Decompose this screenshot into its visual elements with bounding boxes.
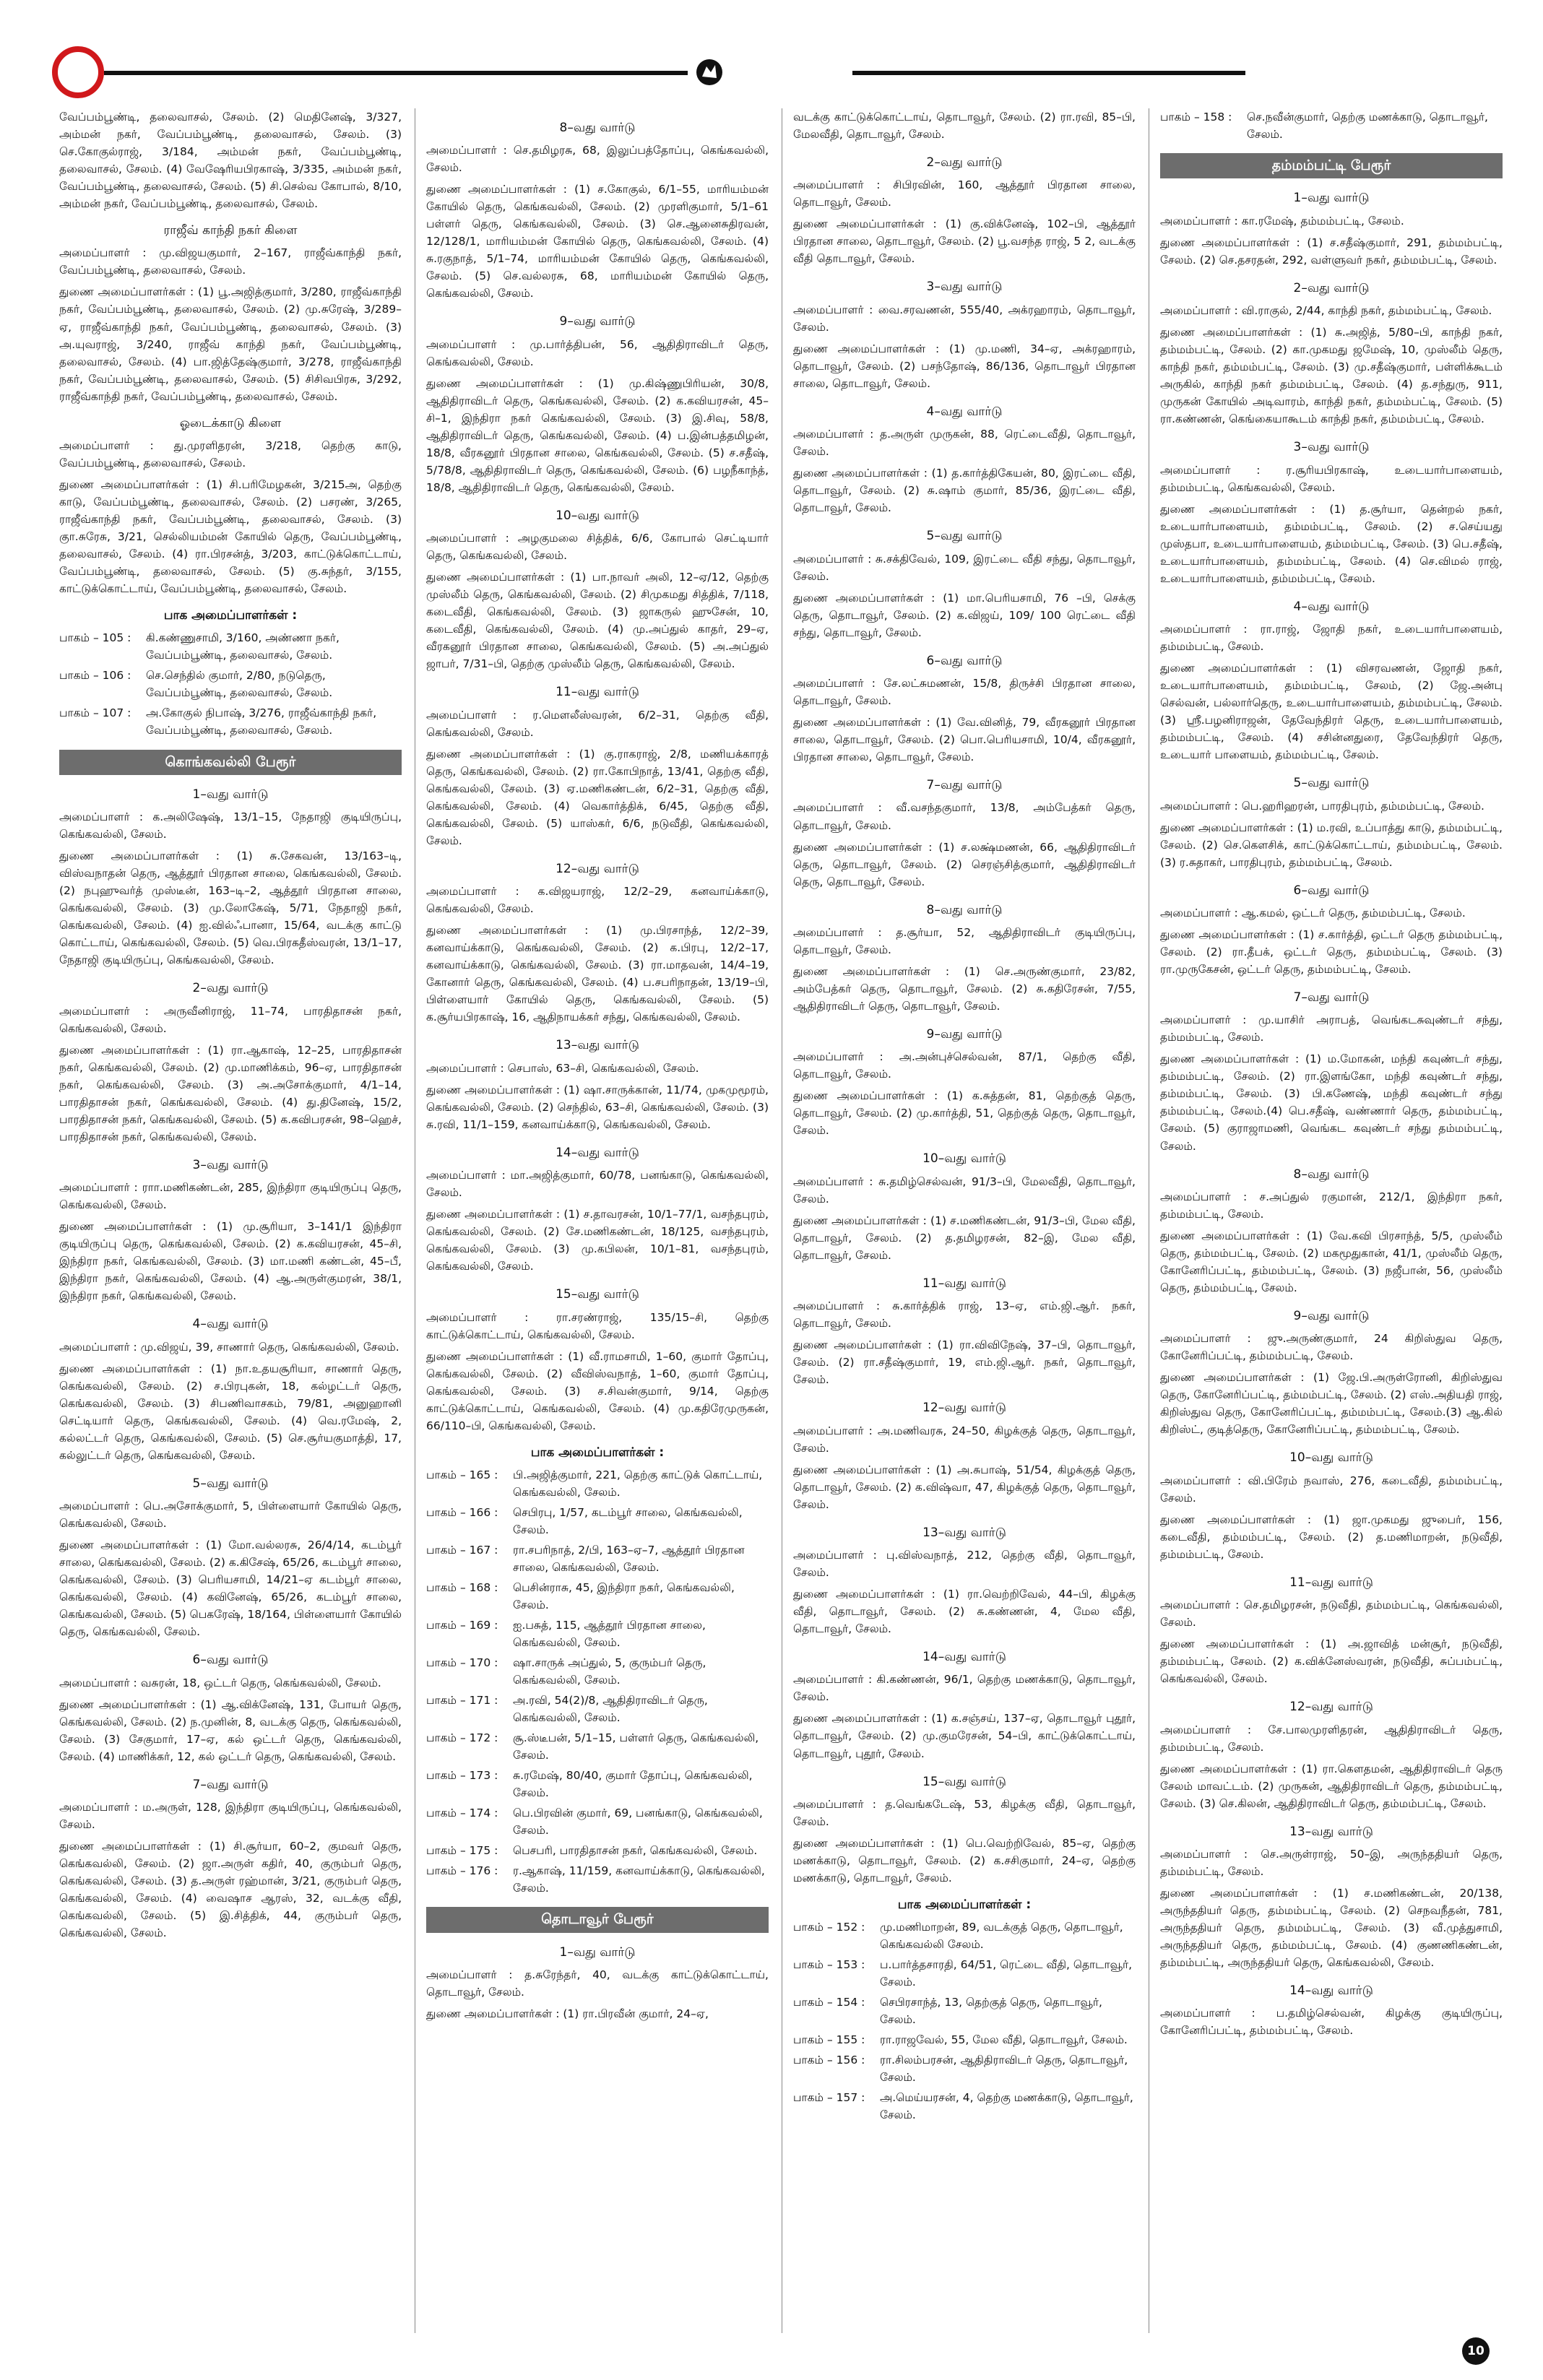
booth-label: பாகம் – 172 : [426, 1731, 498, 1745]
booth-label: பாகம் – 153 : [793, 1958, 865, 1972]
booth-entry [426, 1466, 769, 1501]
booth-entry [426, 1579, 769, 1614]
organizer: அமைப்பாளர் : கா.ரமேஷ், தம்மம்பட்டி, சேலம். [1160, 214, 1404, 228]
ward-heading: 12–வது வார்டு [922, 1401, 1006, 1416]
deputy-organizers: துணை அமைப்பாளர்கள் : (1) ச.மணிகண்டன், 91/3–பி, மேல வீதி, தொடாவூர், சேலம். (2) த.தமிழரசன், 82–இ, மேல வீதி, தொடாவூர், சேலம். [793, 1213, 1136, 1262]
booth-entry [426, 1504, 769, 1539]
deputy-organizers: துணை அமைப்பாளர்கள் : (1) சி.சூர்யா, 60–2, குமவர் தெரு, கெங்கவல்லி, சேலம். (2) ஜா.அருள் கதிர், 40, குரும்பர் தெரு, கெங்கவல்லி, சேலம். (3) த.அருள் ரஹ்மான், 3/21, குரும்பர் தெரு, கெங்கவல்லி, சேலம். (4) வைஷாச ஆரஸ், 32, வடக்கு வீதி, கெங்கவல்லி, சேலம். (5) இ.சித்திக், 44, குரும்பர் தெரு, கெங்கவல்லி, சேலம். [59, 1840, 402, 1940]
deputy-organizers: துணை அமைப்பாளர்கள் : (1) பா.நாவர் அலி, 12–ஏ/12, தெற்கு முஸ்லீம் தெரு, கெங்கவல்லி, சேலம். (2) சிமுகமது சித்திக், 7/118, கடைவீதி, கெங்கவல்லி, சேலம். (3) ஜாகருல் ஹுசேன், 10, கடைவீதி, கெங்கவல்லி, சேலம். (4) மு.அப்துல் காதர், 29–ஏ, வீரகனூர் பிரதான சாலை, கெங்கவல்லி, சேலம். (5) அ.அப்துல் ஜாபர், 7/31–பி, தெற்கு முஸ்லீம் தெரு, கெங்கவல்லி, சேலம். [426, 571, 769, 671]
ward-heading: 7–வது வார்டு [192, 1777, 269, 1792]
article-columns [59, 108, 1503, 2340]
ward-heading: 7–வது வார்டு [926, 778, 1003, 793]
deputy-organizers: துணை அமைப்பாளர்கள் : (1) ச.கோகுல், 6/1–55, மாரியம்மன் கோயில் தெரு, கெங்கவல்லி, சேலம். (2) முரளிகுமார், 5/1–61 பள்ளர் தெரு, கெங்கவல்லி, சேலம். (3) செ.ஆனைசுதிரவன், 12/128/1, மாரியம்மன் கோயில் தெரு, கெங்கவல்லி, சேலம். (4) சு.ரகுநாத், 5/1–74, மாரியம்மன் கோயில் தெரு, கெங்கவல்லி, சேலம். (5) செ.வல்லரசு, 68, மாரியம்மன் கோயில் தெரு, கெங்கவல்லி, சேலம். [426, 183, 769, 300]
ward-heading: 9–வது வார்டு [1293, 1308, 1370, 1323]
booth-label: பாகம் – 154 : [793, 1996, 865, 2009]
organizer: அமைப்பாளர் : த.சுரேந்தர், 40, வடக்கு காட்டுக்கொட்டாய், தொடாவூர், சேலம். [426, 1968, 769, 1999]
booth-text: அ.ரவி, 54(2)/8, ஆதிதிராவிடர் தெரு, கெங்கவல்லி, சேலம். [513, 1694, 708, 1725]
deputy-organizers: துணை அமைப்பாளர்கள் : (1) கு.ராகராஜ், 2/8, மணியக்காரத் தெரு, கெங்கவல்லி, சேலம். (2) ரா.கோபிநாத், 13/41, தெற்கு வீதி, கெங்கவல்லி, சேலம். (3) ஏ.மணிகண்டன், 6/2–31, தெற்கு வீதி, கெங்கவல்லி, சேலம். (4) வெகார்த்திக், 6/45, தெற்கு வீதி, கெங்கவல்லி, சேலம். (5) யாஸ்கர், 6/6, நடுவீதி, கெங்கவல்லி, சேலம். [426, 747, 769, 847]
booth-label: பாகம் – 107 : [59, 706, 131, 720]
booth-label: பாகம் – 171 : [426, 1694, 498, 1708]
booth-entry [1160, 108, 1503, 143]
organizer: அமைப்பாளர் : அருவீனிராஜ், 11–74, பாரதிதாசன் நகர், கெங்கவல்லி, சேலம். [59, 1004, 402, 1035]
organizer: அமைப்பாளர் : செபாஸ், 63–சி, கெங்கவல்லி, சேலம். [426, 1061, 699, 1075]
booth-entry [426, 1862, 769, 1897]
ward-heading: 5–வது வார்டு [1293, 776, 1370, 791]
organizer: அமைப்பாளர் : த.சூர்யா, 52, ஆதிதிராவிடர் குடியிருப்பு, தொடாவூர், சேலம். [793, 925, 1136, 956]
deputy-organizers: துணை அமைப்பாளர்கள் : (1) வே.வினித், 79, வீரகனூர் பிரதான சாலை, தொடாவூர், சேலம். (2) பொ.பெரியசாமி, 10/4, வீரகனூர், பிரதான சாலை, தொடாவூர், சேலம். [793, 716, 1136, 764]
paragraph: வேப்பம்பூண்டி, தலைவாசல், சேலம். (2) மெதினேஷ், 3/327, அம்மன் நகர், வேப்பம்பூண்டி, தலைவாசல், சேலம். (3) செ.கோகுல்ராஜ், 3/184, அம்மன் நகர், வேப்பம்பூண்டி, தலைவாசல், சேலம். (4) வேஷேரியபிரகாஷ், 3/335, அம்மன் நகர், வேப்பம்பூண்டி, தலைவாசல், சேலம். (5) சி.செல்வ கோபால், 8/10, அம்மன் நகர், வேப்பம்பூண்டி, தலைவாசல், சேலம். [59, 111, 402, 211]
booth-entry [426, 1692, 769, 1726]
booth-entry [426, 1767, 769, 1801]
booth-label: பாகம் – 175 : [426, 1844, 498, 1858]
ward-heading: 1–வது வார்டு [559, 1944, 636, 1960]
column-3 [793, 108, 1136, 2340]
page-header [0, 0, 1543, 94]
deputy-organizers: துணை அமைப்பாளர்கள் : (1) ச.மணிகண்டன், 20/138, அருந்ததியர் தெரு, தம்மம்பட்டி, சேலம். (2) செநவநீதன், 781, அருந்ததியர் தெரு, தம்மம்பட்டி, சேலம். (3) வீ.முத்துசாமி, அருந்ததியர் தெரு, தம்மம்பட்டி, சேலம். (4) குணணிகண்டன், தம்மம்பட்டி, அருந்ததியர் தெரு, கெங்கவல்லி, சேலம். [1160, 1887, 1503, 1970]
deputy-organizers: துணை அமைப்பாளர்கள் : (1) ரா.பிரவீன் குமார், 24–ஏ, [426, 2007, 709, 2021]
ward-heading: 14–வது வார்டு [1289, 1983, 1373, 1999]
organizer: அமைப்பாளர் : செ.தமிழரசு, 68, இலுப்பத்தோப்பு, கெங்கவல்லி, சேலம். [426, 144, 769, 175]
organizer: அமைப்பாளர் : வி.பிரேம் நவாஸ், 276, கடைவீதி, தம்மம்பட்டி, சேலம். [1160, 1474, 1503, 1505]
ward-heading: 6–வது வார்டு [1293, 883, 1370, 898]
deputy-organizers: துணை அமைப்பாளர்கள் : (1) ஜா.முகமது ஜுபைர், 156, கடைவீதி, தம்மம்பட்டி, சேலம். (2) த.மணிமாறன், நடுவீதி, தம்மம்பட்டி, சேலம். [1160, 1513, 1503, 1561]
logo-circle-icon [52, 46, 104, 98]
booth-label: பாகம் – 156 : [793, 2054, 865, 2067]
ward-heading: 14–வது வார்டு [922, 1650, 1006, 1665]
deputy-organizers: துணை அமைப்பாளர்கள் : (1) மா.பெரியசாமி, 76 –பி, செக்கு தெரு, தொடாவூர், சேலம். (2) க.விஜய், 109/ 100 ரெட்டை வீதி சந்து, தொடாவூர், சேலம். [793, 591, 1136, 639]
deputy-organizers: துணை அமைப்பாளர்கள் : (1) க.சுத்தன், 81, தெற்குத் தெரு, தொடாவூர், சேலம். (2) மு.கார்த்தி, 51, தெற்குத் தெரு, தொடாவூர், சேலம். [793, 1089, 1136, 1138]
organizer: அமைப்பாளர் : சே.பாலமுரளிதரன், ஆதிதிராவிடர் தெரு, தம்மம்பட்டி, சேலம். [1160, 1723, 1503, 1754]
organizer: அமைப்பாளர் : சிபிரவின், 160, ஆத்தூர் பிரதான சாலை, தொடாவூர், சேலம். [793, 178, 1136, 209]
booth-heading: பாக அமைப்பாளர்கள் : [530, 1445, 665, 1460]
organizer: அமைப்பாளர் : க.விஜயராஜ், 12/2–29, கனவாய்க்காடு, கெங்கவல்லி, சேலம். [426, 885, 769, 916]
deputy-organizers: துணை அமைப்பாளர்கள் : (1) மு.சூரியா, 3–141/1 இந்திரா குடியிருப்பு தெரு, கெங்கவல்லி, சேலம். (2) க.கவியரசன், 45–சி, இந்திரா நகர், கெங்கவல்லி, சேலம். (3) மா.மணி கண்டன், 45–பீ, இந்திரா நகர், கெங்கவல்லி, சேலம். (4) ஆ.அருள்குமரன், 38/1, இந்திரா நகர், கெங்கவல்லி, சேலம். [59, 1220, 402, 1303]
booth-entry [793, 1918, 1136, 1953]
deputy-organizers: துணை அமைப்பாளர்கள் : (1) ரா.விவிநேஷ், 37–பி, தொடாவூர், சேலம். (2) ரா.சதீஷ்குமார், 19, எம்.ஜி.ஆர். நகர், தொடாவூர், சேலம். [793, 1338, 1136, 1387]
booth-text: ரா.சிலம்பரசன், ஆதிதிராவிடர் தெரு, தொடாவூர், சேலம். [880, 2054, 1128, 2085]
organizer: அமைப்பாளர் : த.வெங்கடேஷ், 53, கிழக்கு வீதி, தொடாவூர், சேலம். [793, 1797, 1136, 1828]
booth-text: பெ.பிரவின் குமார், 69, பனங்காடு, கெங்கவல்லி, சேலம். [513, 1806, 763, 1838]
booth-entry [59, 667, 402, 701]
organizer: அமைப்பாளர் : வீ.வசந்தகுமார், 13/8, அம்பேத்கர் தெரு, தொடாவூர், சேலம். [793, 801, 1136, 832]
deputy-organizers: துணை அமைப்பாளர்கள் : (1) ச.கார்த்தி, ஒட்டர் தெரு தம்மம்பட்டி, சேலம். (2) ரா.தீபக், ஒட்டர் தெரு, தம்மம்பட்டி, சேலம். (3) ரா.முருகேசன், ஒட்டர் தெரு, தம்மம்பட்டி, சேலம். [1160, 928, 1503, 977]
booth-text: பெசின்ராசு, 45, இந்திரா நகர், கெங்கவல்லி, சேலம். [513, 1581, 735, 1612]
booth-label: பாகம் – 158 : [1160, 111, 1232, 124]
organizer: அமைப்பாளர் : வசுரன், 18, ஒட்டர் தெரு, கெங்கவல்லி, சேலம். [59, 1676, 381, 1689]
booth-text: சூ.ஸ்டீபன், 5/1–15, பள்ளர் தெரு, கெங்கவல்லி, சேலம். [513, 1731, 759, 1762]
organizer: அமைப்பாளர் : சு.சக்திவேல், 109, இரட்டை வீதி சந்து, தொடாவூர், சேலம். [793, 552, 1136, 583]
ward-heading: 2–வது வார்டு [926, 155, 1003, 170]
ward-heading: 13–வது வார்டு [1289, 1824, 1373, 1839]
deputy-organizers: துணை அமைப்பாளர்கள் : (1) அ.ஜாவித் மன்சூர், நடுவீதி, தம்மம்பட்டி, சேலம். (2) க.விக்னேஸ்வரன், நடுவீதி, சுப்பம்பட்டி, கெங்கவல்லி, சேலம். [1160, 1637, 1503, 1686]
booth-label: பாகம் – 166 : [426, 1506, 498, 1520]
deputy-organizers: துணை அமைப்பாளர்கள் : (1) ரா.ஆகாஷ், 12–25, பாரதிதாசன் நகர், கெங்கவல்லி, சேலம். (2) மு.மாணிக்கம், 96–ஏ, பாரதிதாசன் நகர், கெங்கவல்லி, சேலம். (3) அ.அசோக்குமார், 4/1–14, பாரதிதாசன் நகர், கெங்கவல்லி, சேலம். (4) து.தினேஷ், 15/2, பாரதிதாசன் நகர், கெங்கவல்லி, சேலம். (5) க.கவிபரசன், 98–ஹெச், பாரதிதாசன் நகர், கெங்கவல்லி, சேலம். [59, 1043, 402, 1143]
ward-heading: 11–வது வார்டு [556, 685, 639, 700]
ward-heading: 5–வது வார்டு [926, 529, 1003, 544]
ward-heading: 10–வது வார்டு [922, 1151, 1006, 1167]
booth-heading: பாக அமைப்பாளர்கள் : [163, 608, 298, 623]
booth-text: ர.ஆகாஷ், 11/159, கனவாய்க்காடு, கெங்கவல்லி, சேலம். [513, 1864, 765, 1895]
deputy-organizers: துணை அமைப்பாளர்கள் : (1) த.சூர்யா, தென்றல் நகர், உடையார்பாளையம், தம்மம்பட்டி, சேலம். (2) ச.செய்யது முஸ்தபா, உடையார்பாளையம், தம்மம்பட்டி, சேலம். (3) பெ.சதீஷ், உடையார்பாளையம், தம்மம்பட்டி, சேலம். (4) செ.விமல் ராஜ், உடையார்பாளையம், தம்மம்பட்டி, சேலம். [1160, 502, 1503, 585]
deputy-organizers: துணை அமைப்பாளர்கள் : (1) ம.ரவி, உப்பாத்து காடு, தம்மம்பட்டி, சேலம். (2) செ.கௌசிக், காட்டுக்கொட்டாய், தம்மம்பட்டி, சேலம். (3) ர.சுதாகர், பாரதிபுரம், தம்மம்பட்டி, சேலம். [1160, 821, 1503, 869]
booth-entry [793, 1994, 1136, 2028]
booth-entry [59, 629, 402, 664]
ward-heading: 11–வது வார்டு [922, 1276, 1006, 1291]
branch-heading: ஓடைக்காடு கிளை [179, 415, 282, 430]
deputy-organizers: துணை அமைப்பாளர்கள் : (1) த.கார்த்திகேயன், 80, இரட்டை வீதி, தொடாவூர், சேலம். (2) சு.ஷாம் குமார், 85/36, இரட்டை வீதி, தொடாவூர், சேலம். [793, 467, 1136, 515]
organizer: அமைப்பாளர் : செ.தமிழரசன், நடுவீதி, தம்மம்பட்டி, கெங்கவல்லி, சேலம். [1160, 1598, 1503, 1630]
deputy-organizers: துணை அமைப்பாளர்கள் : (1) க.சஞ்சய், 137–ஏ, தொடாவூர் புதூர், தொடாவூர், சேலம். (2) மு.குமரேசன், 54–பி, காட்டுக்கொட்டாய், தொடாவூர், புதூர், சேலம். [793, 1712, 1136, 1760]
section-banner: தம்மம்பட்டி பேரூர் [1160, 153, 1503, 178]
ward-heading: 8–வது வார்டு [559, 121, 636, 135]
organizer: அமைப்பாளர் : வி.ராகுல், 2/44, காந்தி நகர், தம்மம்பட்டி, சேலம். [1160, 304, 1492, 318]
deputy-organizers: துணை அமைப்பாளர்கள் : (1) ஆ.விக்னேஷ், 131, போயர் தெரு, கெங்கவல்லி, சேலம். (2) ந.முனின், 8, வடக்கு தெரு, கெங்கவல்லி, சேலம். (3) சேகுமார், 17–ஏ, கல் ஒட்டர் தெரு, கெங்கவல்லி, சேலம். (4) மாணிக்கர், 12, கல் ஒட்டர் தெரு, கெங்கவல்லி, சேலம். [59, 1697, 402, 1763]
booth-entry [426, 1842, 769, 1859]
deputy-organizers: துணை அமைப்பாளர்கள் : (1) சு.சேகவன், 13/163–டி, விஸ்வநாதன் தெரு, ஆத்தூர் பிரதான சாலை, கெங்கவல்லி, சேலம். (2) நபுஹுவர்த் முஸ்டீன், 163–டி–2, ஆத்தூர் பிரதான சாலை, கெங்கவல்லி, சேலம். (3) மு.லோகேஷ், 5/71, நேதாஜி நகர், கெங்கவல்லி, சேலம். (4) ஐ.வில்ஃபானா, 15/64, வடக்கு காட்டு கொட்டாய், கெங்கவல்லி, சேலம். (5) வெ.பிரகதீஸ்வரன், 13/1–17, நேதாஜி குடியிருப்பு, கெங்கவல்லி, சேலம். [59, 849, 402, 967]
deputy-organizers: துணை அமைப்பாளர்கள் : (1) மு.மணி, 34–ஏ, அக்ரஹாரம், தொடாவூர், சேலம். (2) பசந்தோஷ், 86/136, தொடாவூர் பிரதான சாலை, தொடாவூர், சேலம். [793, 342, 1136, 390]
ward-heading: 13–வது வார்டு [556, 1038, 639, 1053]
deputy-organizers: துணை அமைப்பாளர்கள் : (1) ஜே.பி.அருள்ரோனி, கிறிஸ்துவ தெரு, கோனேரிப்பட்டி, தம்மம்பட்டி, சேலம். (2) எஸ்.அதியதி ராஜ், கிறிஸ்துவ தெரு, கோனேரிப்பட்டி, தம்மம்பட்டி, சேலம்.(3) ஆ.கில் கிறிஸ்ட், குடித்தெரு, கோனேரிப்பட்டி, தம்மம்பட்டி, சேலம். [1160, 1371, 1503, 1437]
organizer: அமைப்பாளர் : சே.லட்சுமணன், 15/8, திருச்சி பிரதான சாலை, தொடாவூர், சேலம். [793, 677, 1136, 708]
organizer: அமைப்பாளர் : செ.அருள்ராஜ், 50–இ, அருந்ததியர் தெரு, தம்மம்பட்டி, சேலம். [1160, 1848, 1503, 1879]
column-1 [59, 108, 402, 2340]
organizer: அமைப்பாளர் : அ.அன்புச்செல்வன், 87/1, தெற்கு வீதி, தொடாவூர், சேலம். [793, 1050, 1136, 1081]
organizer: அமைப்பாளர் : ரா.ராஜ், ஜோதி நகர், உடையார்பாளையம், தம்மம்பட்டி, சேலம். [1160, 623, 1503, 654]
booth-label: பாகம் – 155 : [793, 2033, 865, 2047]
ward-heading: 1–வது வார்டு [192, 787, 269, 802]
column-4 [1160, 108, 1503, 2340]
organizer: அமைப்பாளர் : மு.விஜய், 39, சாணார் தெரு, கெங்கவல்லி, சேலம். [59, 1340, 399, 1354]
ward-heading: 7–வது வார்டு [1293, 990, 1370, 1005]
deputy-organizers: துணை அமைப்பாளர்கள் : (1) ச.லக்ஷ்மணன், 66, ஆதிதிராவிடர் தெரு, தொடாவூர், சேலம். (2) செரஞ்சித்குமார், ஆதிதிராவிடர் தெரு, தொடாவூர், சேலம். [793, 840, 1136, 888]
deputy-organizers: துணை அமைப்பாளர்கள் : (1) ச.தாவரசன், 10/1–77/1, வசந்தபுரம், கெங்கவல்லி, சேலம். (2) சே.மணிகண்டன், 18/125, வசந்தபுரம், கெங்கவல்லி, சேலம். (3) மு.கபிலன், 10/1–81, வசந்தபுரம், கெங்கவல்லி, சேலம். [426, 1208, 769, 1273]
ward-heading: 10–வது வார்டு [556, 508, 639, 523]
ward-heading: 14–வது வார்டு [556, 1145, 639, 1160]
organizer: அமைப்பாளர் : பு.விஸ்வநாத், 212, தெற்கு வீதி, தொடாவூர், சேலம். [793, 1549, 1136, 1580]
ward-heading: 3–வது வார்டு [1293, 440, 1370, 455]
booth-text: கி.கண்ணுசாமி, 3/160, அண்ணா நகர், வேப்பம்பூண்டி, தலைவாசல், சேலம். [146, 631, 340, 662]
booth-text: ரா.சபரிநாத், 2/பி, 163–ஏ–7, ஆத்தூர் பிரதான சாலை, கெங்கவல்லி, சேலம். [513, 1544, 745, 1575]
deputy-organizers: துணை அமைப்பாளர்கள் : (1) பூ.அஜித்குமார், 3/280, ராஜீவ்காந்தி நகர், வேப்பம்பூண்டி, தலைவாசல், சேலம். (2) மு.சுரேஷ், 3/289–ஏ, ராஜீவ்காந்தி நகர், வேப்பம்பூண்டி, தலைவாசல், சேலம். (3) அ.யுவராஜ், 3/240, ராஜீவ் காந்தி நகர், வேப்பம்பூண்டி, தலைவாசல், சேலம். (4) பா.ஜித்தேஷ்குமார், 3/278, ராஜீவ்காந்தி நகர், வேப்பம்பூண்டி, தலைவாசல், சேலம். (5) சிசிவபிரசு, 3/292, ராஜீவ்காந்தி நகர், வேப்பம்பூண்டி, தலைவாசல், சேலம். [59, 285, 402, 403]
organizer: அமைப்பாளர் : ஆ.கமல், ஒட்டர் தெரு, தம்மம்பட்டி, சேலம். [1160, 906, 1466, 919]
organizer: அமைப்பாளர் : மு.பார்த்திபன், 56, ஆதிதிராவிடர் தெரு, கெங்கவல்லி, சேலம். [426, 337, 769, 368]
deputy-organizers: துணை அமைப்பாளர்கள் : (1) சி.பரிமேழகன், 3/215அ, தெற்கு காடு, வேப்பம்பூண்டி, தலைவாசல், சேலம். (2) பசரண், 3/265, ராஜீவ்காந்தி நகர், வேப்பம்பூண்டி, தலைவாசல், சேலம். (3) குா.சுரேசு, 3/21, செல்லியம்மன் கோயில் தெரு, வேப்பம்பூண்டி, தலைவாசல், சேலம். (4) ரா.பிரசன்த், 3/203, காட்டுக்கொட்டாய், வேப்பம்பூண்டி, தலைவாசல், சேலம். (5) கு.சுந்தர், 3/155, காட்டுக்கொட்டாய், வேப்பம்பூண்டி, தலைவாசல், சேலம். [59, 477, 402, 596]
booth-label: பாகம் – 169 : [426, 1619, 498, 1632]
booth-text: ரா.ராஜவேல், 55, மேல வீதி, தொடாவூர், சேலம். [880, 2033, 1128, 2047]
organizer: அமைப்பாளர் : மா.அஜித்குமார், 60/78, பனங்காடு, கெங்கவல்லி, சேலம். [426, 1169, 769, 1200]
column-2 [426, 108, 769, 2340]
organizer: அமைப்பாளர் : து.முரளிதரன், 3/218, தெற்கு காடு, வேப்பம்பூண்டி, தலைவாசல், சேலம். [59, 438, 402, 469]
booth-text: செ.செந்தில் குமார், 2/80, நடுதெரு, வேப்பம்பூண்டி, தலைவாசல், சேலம். [146, 669, 333, 700]
ward-heading: 3–வது வார்டு [192, 1157, 269, 1172]
ward-heading: 9–வது வார்டு [559, 314, 636, 329]
booth-entry [793, 2089, 1136, 2124]
organizer: அமைப்பாளர் : ஜு.அருண்குமார், 24 கிறிஸ்துவ தெரு, கோனேரிப்பட்டி, தம்மம்பட்டி, சேலம். [1160, 1332, 1503, 1363]
deputy-organizers: துணை அமைப்பாளர்கள் : (1) பெ.வெற்றிவேல், 85–ஏ, தெற்கு மணக்காடு, தொடாவூர், சேலம். (2) க.சசிகுமார், 24–ஏ, தெற்கு மணக்காடு, தொடாவூர், சேலம். [793, 1836, 1136, 1884]
organizer: அமைப்பாளர் : ர.மௌலீஸ்வரன், 6/2–31, தெற்கு வீதி, கெங்கவல்லி, சேலம். [426, 708, 769, 739]
ward-heading: 15–வது வார்டு [556, 1287, 639, 1302]
organizer: அமைப்பாளர் : சு.கார்த்திக் ராஜ், 13–ஏ, எம்.ஜி.ஆர். நகர், தொடாவூர், சேலம். [793, 1299, 1136, 1330]
booth-text: செ.நவீன்குமார், தெற்கு மணக்காடு, தொடாவூர், சேலம். [1247, 111, 1488, 142]
ward-heading: 13–வது வார்டு [922, 1525, 1006, 1540]
ward-heading: 8–வது வார்டு [926, 902, 1003, 917]
booth-label: பாகம் – 157 : [793, 2091, 865, 2105]
booth-entry [59, 704, 402, 739]
organizer: அமைப்பாளர் : சு.தமிழ்செல்வன், 91/3–பி, மேலவீதி, தொடாவூர், சேலம். [793, 1174, 1136, 1206]
deputy-organizers: துணை அமைப்பாளர்கள் : (1) சு.அஜித், 5/80–பி, காந்தி நகர், தம்மம்பட்டி, சேலம். (2) கா.முகமது ஜமேஷ், 10, முஸ்லீம் தெரு, காந்தி நகர், தம்மம்பட்டி, சேலம். (3) மு.சதீஷ்குமார், பள்ளிக்கூடம் அருகில், காந்தி நகர் தம்மம்பட்டி, சேலம். (4) த.சந்துரு, 911, முருகன் கோயில் அடிவாரம், காந்தி நகர், தம்மம்பட்டி, சேலம். (5) ரா.கண்ணன், கெங்கையாகூடம் காந்தி நகர், தம்மம்பட்டி, சேலம். [1160, 326, 1503, 426]
organizer: அமைப்பாளர் : க.அலிஷேஷ், 13/1–15, நேதாஜி குடியிருப்பு, கெங்கவல்லி, சேலம். [59, 810, 402, 841]
booth-text: ஷா.சாருக் அப்துல், 5, குரும்பர் தெரு, கெங்கவல்லி, சேலம். [513, 1656, 706, 1687]
organizer: அமைப்பாளர் : மு.யாசிர் அராபத், வெங்கடசுவுண்டர் சந்து, தம்மம்பட்டி, சேலம். [1160, 1013, 1503, 1044]
organizer: அமைப்பாளர் : ச.அப்துல் ரகுமான், 212/1, இந்திரா நகர், தம்மம்பட்டி, சேலம். [1160, 1190, 1503, 1221]
organizer: அமைப்பாளர் : ராா.மணிகண்டன், 285, இந்திரா குடியிருப்பு தெரு, கெங்கவல்லி, சேலம். [59, 1181, 402, 1212]
booth-label: பாகம் – 106 : [59, 669, 131, 683]
deputy-organizers: துணை அமைப்பாளர்கள் : (1) மு.பிரசாந்த், 12/2–39, கனவாய்க்காடு, கெங்கவல்லி, சேலம். (2) க.பிரபு, 12/2–17, கனவாய்க்காடு, கெங்கவல்லி, சேலம். (3) ரா.மாதவன், 14/4–19, கோனார் தெரு, கெங்கவல்லி, சேலம். (4) ப.சபரிநாதன், 13/19–பி, பிள்ளையார் கோயில் தெரு, கெங்கவல்லி, சேலம். (5) க.சூர்யபிரகாஷ், 16, ஆதிநாயக்கர் சந்து, கெங்கவல்லி, சேலம். [426, 924, 769, 1024]
header-rule-right [852, 71, 1245, 75]
deputy-organizers: துணை அமைப்பாளர்கள் : (1) கு.விக்னேஷ், 102–பி, ஆத்தூர் பிரதான சாலை, தொடாவூர், சேலம். (2) பூ.வசந்த ராஜ், 5 2, வடக்கு வீதி தொடாவூர், சேலம். [793, 217, 1136, 266]
deputy-organizers: துணை அமைப்பாளர்கள் : (1) ம.மோகன், மந்தி கவுண்டர் சந்து, தம்மம்பட்டி, சேலம். (2) ரா.இளங்கோ, மந்தி கவுண்டர் சந்து, தம்மம்பட்டி, சேலம். (3) பி.கணேஷ், மந்தி கவுண்டர் சந்து தம்மம்பட்டி, சேலம்.(4) பெ.சதீஷ், வண்ணார் தெரு, தம்மம்பட்டி, சேலம். (5) குராஜாமணி, வெங்கட கவுண்டர் சந்து தம்மம்பட்டி, சேலம். [1160, 1052, 1503, 1153]
organizer: அமைப்பாளர் : கி.கண்ணன், 96/1, தெற்கு மணக்காடு, தொடாவூர், சேலம். [793, 1673, 1136, 1704]
deputy-organizers: துணை அமைப்பாளர்கள் : (1) செ.அருண்குமார், 23/82, அம்பேத்கர் தெரு, தொடாவூர், சேலம். (2) சு.கதிரேசன், 7/55, ஆதிதிராவிடர் தெரு, தொடாவூர், சேலம். [793, 964, 1136, 1013]
booth-entry [426, 1617, 769, 1651]
ward-heading: 8–வது வார்டு [1293, 1167, 1370, 1182]
organizer: அமைப்பாளர் : ரா.சரண்ராஜ், 135/15–சி, தெற்கு காட்டுக்கொட்டாய், கெங்கவல்லி, சேலம். [426, 1310, 769, 1341]
ward-heading: 12–வது வார்டு [556, 861, 639, 876]
booth-text: பி.அஜித்குமார், 221, தெற்கு காட்டுக் கொட்டாய், கெங்கவல்லி, சேலம். [513, 1468, 763, 1500]
ward-heading: 4–வது வார்டு [192, 1317, 269, 1332]
ward-heading: 1–வது வார்டு [1293, 191, 1370, 206]
page-number: 10 [1462, 2337, 1490, 2365]
deputy-organizers: துணை அமைப்பாளர்கள் : (1) ச.சதீஷ்குமார், 291, தம்மம்பட்டி, சேலம். (2) செ.தசரதன், 292, வள்ளுவர் நகர், தம்மம்பட்டி, சேலம். [1160, 235, 1503, 267]
booth-label: பாகம் – 174 : [426, 1806, 498, 1820]
booth-entry [793, 1956, 1136, 1991]
deputy-organizers: துணை அமைப்பாளர்கள் : (1) நா.உதயசூரியா, சாணார் தெரு, கெங்கவல்லி, சேலம். (2) ச.பிரபுகன், 18, கல்ழட்டர் தெரு, கெங்கவல்லி, சேலம். (3) சிபணிவாசகம், 79/81, அனுஹானி செட்டியார் தெரு, கெங்கவல்லி, சேலம். (4) வெ.ரமேஷ், 2, கல்லட்டர் தெரு, கெங்கவல்லி, சேலம். (5) செ.சூர்யகுமாத்தி, 17, கல்லுட்டர் தெரு, கெங்கவல்லி, சேலம். [59, 1362, 402, 1462]
booth-entry [793, 2051, 1136, 2086]
ward-heading: 9–வது வார்டு [926, 1026, 1003, 1042]
deputy-organizers: துணை அமைப்பாளர்கள் : (1) ஷா.சாருக்கான், 11/74, முகமுமூரம், கெங்கவல்லி, சேலம். (2) செந்தில், 63–சி, கெங்கவல்லி, சேலம். (3) சு.ரவி, 11/1–159, கனவாய்க்காடு, கெங்கவல்லி, சேலம். [426, 1083, 769, 1131]
booth-label: பாகம் – 168 : [426, 1581, 498, 1595]
booth-text: செபிரசாந்த், 13, தெற்குத் தெரு, தொடாவூர், சேலம். [880, 1996, 1102, 2027]
organizer: அமைப்பாளர் : ப.தமிழ்செல்வன், கிழக்கு குடியிருப்பு, கோனேரிப்பட்டி, தம்மம்பட்டி, சேலம். [1160, 2007, 1503, 2038]
ward-heading: 3–வது வார்டு [926, 280, 1003, 295]
organizer: அமைப்பாளர் : வை.சரவணன், 555/40, அக்ரஹாரம், தொடாவூர், சேலம். [793, 303, 1136, 334]
booth-label: பாகம் – 167 : [426, 1544, 498, 1557]
ward-heading: 2–வது வார்டு [192, 981, 269, 996]
booth-text: அ.கோகுல் நிபாஷ், 3/276, ராஜீவ்காந்தி நகர், வேப்பம்பூண்டி, தலைவாசல், சேலம். [146, 706, 377, 737]
organizer: அமைப்பாளர் : அ.மணிவரசு, 24–50, கிழக்குத் தெரு, தொடாவூர், சேலம். [793, 1424, 1136, 1455]
booth-entry [426, 1729, 769, 1764]
booth-text: மு.மணிமாறன், 89, வடக்குத் தெரு, தொடாவூர், கெங்கவல்லி சேலம். [880, 1921, 1123, 1952]
booth-text: பெசபரி, பாரதிதாசன் நகர், கெங்கவல்லி, சேலம். [513, 1844, 758, 1858]
paragraph: வடக்கு காட்டுக்கொட்டாய், தொடாவூர், சேலம். (2) ரா.ரவி, 85–பி, மேலவீதி, தொடாவூர், சேலம். [793, 111, 1136, 142]
ward-heading: 5–வது வார்டு [192, 1476, 269, 1491]
booth-label: பாகம் – 152 : [793, 1921, 865, 1934]
booth-label: பாகம் – 165 : [426, 1468, 498, 1482]
booth-label: பாகம் – 176 : [426, 1864, 498, 1878]
deputy-organizers: துணை அமைப்பாளர்கள் : (1) மோ.வல்லரசு, 26/4/14, கடம்பூர் சாலை, கெங்கவல்லி, சேலம். (2) க.கிசேஷ், 65/26, கடம்பூர் சாலை, கெங்கவல்லி, சேலம். (3) பெரியசாமி, 14/21–ஏ கடம்பூர் சாலை, கெங்கவல்லி, சேலம். (4) கவினேஷ், 65/26, கடம்பூர் சாலை, கெங்கவல்லி, சேலம். (5) பெகரேஷ், 18/164, பிள்ளையார் கோயில் தெரு, கெங்கவல்லி, சேலம். [59, 1539, 402, 1639]
booth-text: சு.ரமேஷ், 80/40, குமார் தோப்பு, கெங்கவல்லி, சேலம். [513, 1769, 753, 1800]
booth-text: ப.பார்த்தசாரதி, 64/51, ரெட்டை வீதி, தொடாவூர், சேலம். [880, 1958, 1133, 1989]
deputy-organizers: துணை அமைப்பாளர்கள் : (1) வீ.ராமசாமி, 1–60, குமார் தோப்பு, கெங்கவல்லி, சேலம். (2) வீவிஸ்வநாத், 1–60, குமார் தோப்பு, கெங்கவல்லி, சேலம். (3) ச.சிவன்குமார், 9/14, தெற்கு காட்டுக்கொட்டாய், கெங்கவல்லி, சேலம். (4) மு.கதிரேமுருகன், 66/110–பி, கெங்கவல்லி, சேலம். [426, 1349, 769, 1432]
booth-entry [793, 2031, 1136, 2048]
section-banner: கொங்கவல்லி பேரூர் [59, 750, 402, 775]
ward-heading: 12–வது வார்டு [1289, 1700, 1373, 1715]
ward-heading: 10–வது வார்டு [1289, 1450, 1373, 1466]
ward-heading: 11–வது வார்டு [1289, 1575, 1373, 1590]
deputy-organizers: துணை அமைப்பாளர்கள் : (1) ரா.கௌதமன், ஆதிதிராவிடர் தெரு சேலம் மாவட்டம். (2) முருகன், ஆதிதிராவிடர் தெரு, தம்மம்பட்டி, சேலம். (3) செ.கிலன், ஆதிதிராவிடர் தெரு, தம்மம்பட்டி, சேலம். [1160, 1762, 1503, 1810]
organizer: அமைப்பாளர் : ர.சூரியபிரகாஷ், உடையார்பாளையம், தம்மம்பட்டி, கெங்கவல்லி, சேலம். [1160, 463, 1503, 494]
booth-heading: பாக அமைப்பாளர்கள் : [897, 1897, 1032, 1912]
booth-text: அ.மெய்யரசன், 4, தெற்கு மணக்காடு, தொடாவூர், சேலம். [880, 2091, 1133, 2122]
organizer: அமைப்பாளர் : பெ.அசோக்குமார், 5, பிள்ளையார் கோயில் தெரு, கெங்கவல்லி, சேலம். [59, 1500, 402, 1531]
emblem-icon [695, 58, 724, 87]
booth-label: பாகம் – 170 : [426, 1656, 498, 1670]
deputy-organizers: துணை அமைப்பாளர்கள் : (1) அ.சுபாஷ், 51/54, கிழக்குத் தெரு, தொடாவூர், சேலம். (2) க.விஷ்வா, 47, கிழக்குத் தெரு, தொடாவூர், சேலம். [793, 1463, 1136, 1511]
deputy-organizers: துணை அமைப்பாளர்கள் : (1) விசரவணன், ஜோதி நகர், உடையார்பாளையம், தம்மம்பட்டி, சேலம், (2) ஜே.அன்பு செல்வன், பல்லார்தெரு, உடையார்பாளையம், தம்மம்பட்டி, சேலம். (3) ஸ்ரீ.பழனிராஜன், தேவேந்திரர் தெரு, உடையார்பாளையம், தம்மம்பட்டி, சேலம். (4) சசின்னதுரை, தேவேந்திரர் தெரு, உடையார் பாளையம், தம்மம்பட்டி, சேலம். [1160, 662, 1503, 762]
booth-label: பாகம் – 173 : [426, 1769, 498, 1783]
organizer: அமைப்பாளர் : த.அருள் முருகன், 88, ரெட்டைவீதி, தொடாவூர், சேலம். [793, 428, 1136, 459]
booth-entry [426, 1541, 769, 1576]
booth-entry [426, 1804, 769, 1839]
ward-heading: 15–வது வார்டு [922, 1774, 1006, 1789]
deputy-organizers: துணை அமைப்பாளர்கள் : (1) மு.கிஷ்ணுபிரியன், 30/8, ஆதிதிராவிடர் தெரு, கெங்கவல்லி, சேலம். (2) க.கவியரசன், 45–சி–1, இந்திரா நகர் கெங்கவல்லி, சேலம். (3) இ.சிவு, 58/8, ஆதிதிராவிடர் தெரு, கெங்கவல்லி, சேலம். (4) ப.இன்பத்தமிழன், 18/8, வீரகனூர் பிரதான சாலை, கெங்கவல்லி, சேலம். (5) ச.சதீஷ், 5/78/8, ஆதிதிராவிடர் தெரு, கெங்கவல்லி, சேலம். (6) பழநீகாந்த், 18/8, ஆதிதிராவிடர் தெரு, கெங்கவல்லி, சேலம். [426, 376, 769, 494]
header-rule-left [104, 71, 688, 75]
ward-heading: 4–வது வார்டு [926, 404, 1003, 419]
section-banner: தொடாவூர் பேரூர் [426, 1907, 769, 1932]
ward-heading: 6–வது வார்டு [926, 653, 1003, 668]
deputy-organizers: துணை அமைப்பாளர்கள் : (1) ரா.வெற்றிவேல், 44–பி, கிழக்கு வீதி, தொடாவூர், சேலம். (2) சு.கண்ணன், 4, மேல வீதி, தொடாவூர், சேலம். [793, 1588, 1136, 1636]
booth-text: ஐ.பசுத், 115, ஆத்தூர் பிரதான சாலை, கெங்கவல்லி, சேலம். [513, 1619, 706, 1650]
branch-heading: ராஜீவ் காந்தி நகர் கிளை [163, 223, 298, 238]
organizer: அமைப்பாளர் : பெ.ஹரிஹரன், பாரதிபுரம், தம்மம்பட்டி, சேலம். [1160, 799, 1484, 813]
ward-heading: 2–வது வார்டு [1293, 280, 1370, 295]
ward-heading: 4–வது வார்டு [1293, 599, 1370, 614]
organizer: அமைப்பாளர் : ம.அருள், 128, இந்திரா குடியிருப்பு, கெங்கவல்லி, சேலம். [59, 1801, 402, 1832]
booth-label: பாகம் – 105 : [59, 631, 131, 645]
organizer: அமைப்பாளர் : மு.விஜயகுமார், 2–167, ராஜீவ்காந்தி நகர், வேப்பம்பூண்டி, தலைவாசல், சேலம். [59, 246, 402, 277]
booth-entry [426, 1654, 769, 1689]
organizer: அமைப்பாளர் : அழகுமலை சித்திக், 6/6, கோபால் செட்டியார் தெரு, கெங்கவல்லி, சேலம். [426, 532, 769, 563]
ward-heading: 6–வது வார்டு [192, 1653, 269, 1668]
booth-text: செபிரபு, 1/57, கடம்பூர் சாலை, கெங்கவல்லி, சேலம். [513, 1506, 743, 1537]
deputy-organizers: துணை அமைப்பாளர்கள் : (1) வே.கவி பிரசாந்த், 5/5, முஸ்லீம் தெரு, தம்மம்பட்டி, சேலம். (2) மகமூதுகான், 41/1, முஸ்லீம் தெரு, கோனேரிப்பட்டி, தம்மம்பட்டி, சேலம். (3) நஜீபான், 56, முஸ்லீம் தெரு, தம்மம்பட்டி, சேலம். [1160, 1229, 1503, 1294]
